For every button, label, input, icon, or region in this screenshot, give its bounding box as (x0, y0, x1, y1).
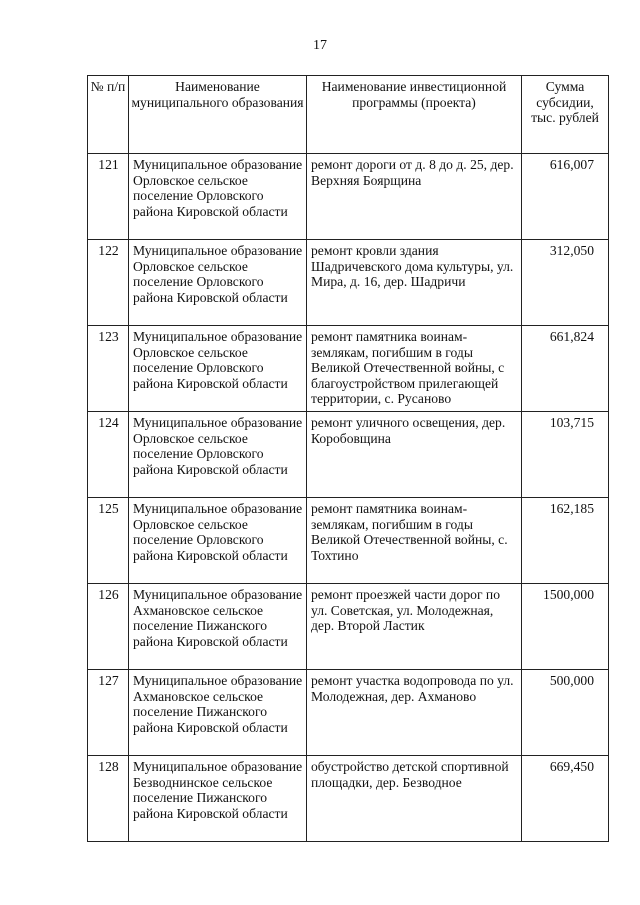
row-municipality: Муниципальное образование Орловское сельское поселение Орловского района Кировской области (129, 412, 307, 498)
row-municipality: Муниципальное образование Безводнинское сельское поселение Пижанского района Кировской области (129, 756, 307, 842)
row-amount: 162,185 (522, 498, 609, 584)
table-row (88, 498, 609, 584)
row-program: ремонт дороги от д. 8 до д. 25, дер. Верхняя Боярщина (307, 154, 522, 240)
row-amount: 669,450 (522, 756, 609, 842)
row-program: ремонт памятника воинам-землякам, погибшим в годы Великой Отечественной войны, с. Тохтино (307, 498, 522, 584)
table-header-row (88, 76, 609, 154)
table-row (88, 756, 609, 842)
table-row (88, 670, 609, 756)
row-number: 122 (88, 240, 129, 326)
page-number: 17 (313, 38, 327, 53)
row-program: ремонт кровли здания Шадричевского дома культуры, ул. Мира, д. 16, дер. Шадричи (307, 240, 522, 326)
row-municipality: Муниципальное образование Ахмановское сельское поселение Пижанского района Кировской области (129, 670, 307, 756)
row-number: 126 (88, 584, 129, 670)
row-program: ремонт уличного освещения, дер. Коробовщина (307, 412, 522, 498)
header-municipality: Наименование муниципального образования (129, 76, 307, 154)
row-number: 127 (88, 670, 129, 756)
row-number: 123 (88, 326, 129, 412)
row-amount: 103,715 (522, 412, 609, 498)
row-amount: 661,824 (522, 326, 609, 412)
table-row (88, 584, 609, 670)
row-amount: 1500,000 (522, 584, 609, 670)
row-number: 125 (88, 498, 129, 584)
row-amount: 616,007 (522, 154, 609, 240)
row-program: ремонт участка водопровода по ул. Молодежная, дер. Ахманово (307, 670, 522, 756)
row-number: 128 (88, 756, 129, 842)
row-number: 124 (88, 412, 129, 498)
row-municipality: Муниципальное образование Орловское сельское поселение Орловского района Кировской области (129, 240, 307, 326)
header-amount: Сумма субсидии, тыс. рублей (522, 76, 609, 154)
row-program: ремонт проезжей части дорог по ул. Советская, ул. Молодежная, дер. Второй Ластик (307, 584, 522, 670)
row-municipality: Муниципальное образование Ахмановское сельское поселение Пижанского района Кировской области (129, 584, 307, 670)
row-program: обустройство детской спортивной площадки, дер. Безводное (307, 756, 522, 842)
header-number: № п/п (88, 76, 129, 154)
row-amount: 500,000 (522, 670, 609, 756)
row-program: ремонт памятника воинам-землякам, погибшим в годы Великой Отечественной войны, с благоустройством прилегающей территории, с. Русаново (307, 326, 522, 412)
table-row (88, 154, 609, 240)
row-municipality: Муниципальное образование Орловское сельское поселение Орловского района Кировской области (129, 498, 307, 584)
subsidy-table (87, 75, 609, 842)
table-row (88, 412, 609, 498)
row-number: 121 (88, 154, 129, 240)
row-municipality: Муниципальное образование Орловское сельское поселение Орловского района Кировской области (129, 154, 307, 240)
table-row (88, 326, 609, 412)
row-amount: 312,050 (522, 240, 609, 326)
header-program: Наименование инвестиционной программы (проекта) (307, 76, 522, 154)
table-row (88, 240, 609, 326)
row-municipality: Муниципальное образование Орловское сельское поселение Орловского района Кировской области (129, 326, 307, 412)
